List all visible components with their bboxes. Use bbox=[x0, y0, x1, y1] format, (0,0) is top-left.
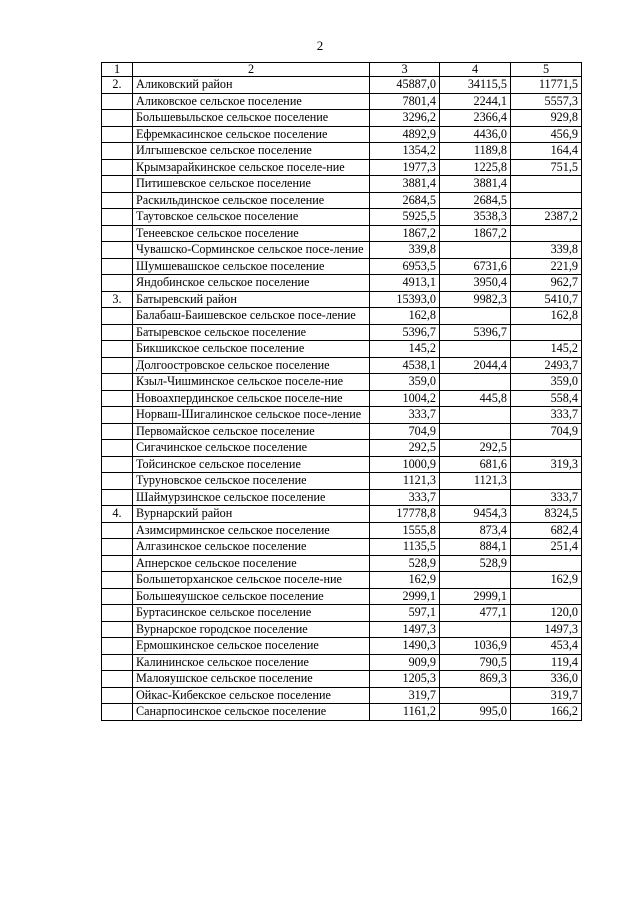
total-value: 162,9 bbox=[370, 572, 440, 589]
table-row bbox=[102, 77, 582, 94]
total-value: 1867,2 bbox=[370, 225, 440, 242]
table-row bbox=[102, 489, 582, 506]
table-row bbox=[102, 176, 582, 193]
row-number bbox=[102, 704, 133, 721]
header-cell-2: 2 bbox=[133, 63, 370, 77]
column-5-value: 336,0 bbox=[511, 671, 582, 688]
table-row bbox=[102, 539, 582, 556]
column-5-value: 162,9 bbox=[511, 572, 582, 589]
table-row bbox=[102, 390, 582, 407]
row-number bbox=[102, 324, 133, 341]
column-4-value: 9454,3 bbox=[440, 506, 511, 523]
table-row bbox=[102, 126, 582, 143]
column-5-value: 333,7 bbox=[511, 407, 582, 424]
settlement-name: Чувашско-Сорминское сельское посе-ление bbox=[133, 242, 370, 259]
table-row bbox=[102, 357, 582, 374]
column-4-value: 2244,1 bbox=[440, 93, 511, 110]
row-number bbox=[102, 654, 133, 671]
settlement-name: Аликовский район bbox=[133, 77, 370, 94]
header-cell-1: 1 bbox=[102, 63, 133, 77]
row-number bbox=[102, 671, 133, 688]
row-number bbox=[102, 539, 133, 556]
column-4-value: 869,3 bbox=[440, 671, 511, 688]
table-row bbox=[102, 374, 582, 391]
row-number bbox=[102, 225, 133, 242]
column-4-value: 5396,7 bbox=[440, 324, 511, 341]
column-4-value: 445,8 bbox=[440, 390, 511, 407]
total-value: 145,2 bbox=[370, 341, 440, 358]
column-5-value bbox=[511, 473, 582, 490]
column-4-value bbox=[440, 407, 511, 424]
header-row bbox=[102, 63, 582, 77]
table-row bbox=[102, 605, 582, 622]
table-row bbox=[102, 159, 582, 176]
total-value: 3881,4 bbox=[370, 176, 440, 193]
row-number bbox=[102, 605, 133, 622]
table-row bbox=[102, 242, 582, 259]
total-value: 162,8 bbox=[370, 308, 440, 325]
row-number bbox=[102, 192, 133, 209]
total-value: 17778,8 bbox=[370, 506, 440, 523]
table-row bbox=[102, 456, 582, 473]
column-5-value: 2493,7 bbox=[511, 357, 582, 374]
settlement-name: Таутовское сельское поселение bbox=[133, 209, 370, 226]
settlement-name: Буртасинское сельское поселение bbox=[133, 605, 370, 622]
column-5-value: 251,4 bbox=[511, 539, 582, 556]
column-4-value bbox=[440, 489, 511, 506]
table-row bbox=[102, 522, 582, 539]
settlement-name: Малояушское сельское поселение bbox=[133, 671, 370, 688]
settlement-name: Тенеевское сельское поселение bbox=[133, 225, 370, 242]
column-5-value: 704,9 bbox=[511, 423, 582, 440]
settlement-name: Апнерское сельское поселение bbox=[133, 555, 370, 572]
total-value: 1977,3 bbox=[370, 159, 440, 176]
row-number bbox=[102, 522, 133, 539]
column-4-value bbox=[440, 308, 511, 325]
total-value: 5396,7 bbox=[370, 324, 440, 341]
column-5-value: 558,4 bbox=[511, 390, 582, 407]
table-row bbox=[102, 440, 582, 457]
row-number bbox=[102, 176, 133, 193]
row-number: 3. bbox=[102, 291, 133, 308]
settlement-name: Раскильдинское сельское поселение bbox=[133, 192, 370, 209]
table-row bbox=[102, 225, 582, 242]
row-number bbox=[102, 93, 133, 110]
settlement-name: Балабаш-Баишевское сельское посе-ление bbox=[133, 308, 370, 325]
column-4-value bbox=[440, 341, 511, 358]
column-5-value: 319,7 bbox=[511, 687, 582, 704]
column-5-value: 962,7 bbox=[511, 275, 582, 292]
row-number bbox=[102, 209, 133, 226]
total-value: 1490,3 bbox=[370, 638, 440, 655]
column-4-value: 681,6 bbox=[440, 456, 511, 473]
column-5-value: 333,7 bbox=[511, 489, 582, 506]
row-number: 4. bbox=[102, 506, 133, 523]
settlement-name: Ермошкинское сельское поселение bbox=[133, 638, 370, 655]
column-5-value bbox=[511, 555, 582, 572]
table-row bbox=[102, 555, 582, 572]
settlement-name: Тойсинское сельское поселение bbox=[133, 456, 370, 473]
column-4-value: 2999,1 bbox=[440, 588, 511, 605]
total-value: 1354,2 bbox=[370, 143, 440, 160]
column-5-value: 2387,2 bbox=[511, 209, 582, 226]
settlement-name: Туруновское сельское поселение bbox=[133, 473, 370, 490]
row-number bbox=[102, 588, 133, 605]
column-4-value: 1121,3 bbox=[440, 473, 511, 490]
row-number bbox=[102, 341, 133, 358]
row-number bbox=[102, 440, 133, 457]
header-cell-4: 4 bbox=[440, 63, 511, 77]
table-row bbox=[102, 341, 582, 358]
column-4-value bbox=[440, 621, 511, 638]
table-row bbox=[102, 638, 582, 655]
column-5-value: 221,9 bbox=[511, 258, 582, 275]
total-value: 909,9 bbox=[370, 654, 440, 671]
settlement-name: Батыревский район bbox=[133, 291, 370, 308]
table-row bbox=[102, 473, 582, 490]
settlement-name: Большеторханское сельское поселе-ние bbox=[133, 572, 370, 589]
table-row bbox=[102, 704, 582, 721]
table-row bbox=[102, 93, 582, 110]
table-row bbox=[102, 209, 582, 226]
settlement-name: Алгазинское сельское поселение bbox=[133, 539, 370, 556]
column-5-value bbox=[511, 440, 582, 457]
column-4-value: 1189,8 bbox=[440, 143, 511, 160]
table-row bbox=[102, 687, 582, 704]
settlement-name: Вурнарский район bbox=[133, 506, 370, 523]
settlement-name: Ойкас-Кибекское сельское поселение bbox=[133, 687, 370, 704]
column-4-value: 34115,5 bbox=[440, 77, 511, 94]
table-row bbox=[102, 258, 582, 275]
total-value: 7801,4 bbox=[370, 93, 440, 110]
settlement-name: Большевыльское сельское поселение bbox=[133, 110, 370, 127]
settlement-name: Яндобинское сельское поселение bbox=[133, 275, 370, 292]
column-5-value: 751,5 bbox=[511, 159, 582, 176]
total-value: 1121,3 bbox=[370, 473, 440, 490]
row-number bbox=[102, 143, 133, 160]
column-5-value: 145,2 bbox=[511, 341, 582, 358]
column-4-value: 790,5 bbox=[440, 654, 511, 671]
column-5-value: 166,2 bbox=[511, 704, 582, 721]
settlement-name: Питишевское сельское поселение bbox=[133, 176, 370, 193]
total-value: 6953,5 bbox=[370, 258, 440, 275]
column-4-value: 9982,3 bbox=[440, 291, 511, 308]
column-4-value bbox=[440, 687, 511, 704]
table-row bbox=[102, 654, 582, 671]
total-value: 3296,2 bbox=[370, 110, 440, 127]
row-number bbox=[102, 638, 133, 655]
row-number bbox=[102, 555, 133, 572]
total-value: 1497,3 bbox=[370, 621, 440, 638]
column-4-value: 884,1 bbox=[440, 539, 511, 556]
settlement-name: Крымзарайкинское сельское поселе-ние bbox=[133, 159, 370, 176]
settlement-name: Кзыл-Чишминское сельское поселе-ние bbox=[133, 374, 370, 391]
row-number bbox=[102, 159, 133, 176]
settlement-name: Долгоостровское сельское поселение bbox=[133, 357, 370, 374]
header-cell-3: 3 bbox=[370, 63, 440, 77]
column-5-value: 8324,5 bbox=[511, 506, 582, 523]
column-4-value: 3881,4 bbox=[440, 176, 511, 193]
column-5-value: 5557,3 bbox=[511, 93, 582, 110]
settlement-name: Илгышевское сельское поселение bbox=[133, 143, 370, 160]
table-row bbox=[102, 671, 582, 688]
total-value: 1000,9 bbox=[370, 456, 440, 473]
column-4-value: 477,1 bbox=[440, 605, 511, 622]
total-value: 45887,0 bbox=[370, 77, 440, 94]
table-row bbox=[102, 143, 582, 160]
column-5-value: 120,0 bbox=[511, 605, 582, 622]
total-value: 1555,8 bbox=[370, 522, 440, 539]
settlement-name: Вурнарское городское поселение bbox=[133, 621, 370, 638]
column-5-value: 453,4 bbox=[511, 638, 582, 655]
column-5-value: 11771,5 bbox=[511, 77, 582, 94]
row-number bbox=[102, 275, 133, 292]
total-value: 2684,5 bbox=[370, 192, 440, 209]
column-5-value: 319,3 bbox=[511, 456, 582, 473]
total-value: 4892,9 bbox=[370, 126, 440, 143]
column-4-value: 1225,8 bbox=[440, 159, 511, 176]
column-5-value: 5410,7 bbox=[511, 291, 582, 308]
column-5-value bbox=[511, 192, 582, 209]
column-5-value: 359,0 bbox=[511, 374, 582, 391]
table-row bbox=[102, 192, 582, 209]
column-5-value bbox=[511, 225, 582, 242]
row-number bbox=[102, 473, 133, 490]
settlement-name: Шаймурзинское сельское поселение bbox=[133, 489, 370, 506]
total-value: 1161,2 bbox=[370, 704, 440, 721]
row-number bbox=[102, 126, 133, 143]
table-body bbox=[102, 77, 582, 721]
column-5-value: 162,8 bbox=[511, 308, 582, 325]
settlement-name: Шумшевашское сельское поселение bbox=[133, 258, 370, 275]
column-4-value bbox=[440, 572, 511, 589]
column-5-value: 682,4 bbox=[511, 522, 582, 539]
table-row bbox=[102, 423, 582, 440]
total-value: 4913,1 bbox=[370, 275, 440, 292]
budget-table bbox=[101, 62, 582, 721]
column-5-value bbox=[511, 588, 582, 605]
settlement-name: Первомайское сельское поселение bbox=[133, 423, 370, 440]
column-4-value bbox=[440, 242, 511, 259]
row-number bbox=[102, 621, 133, 638]
total-value: 1205,3 bbox=[370, 671, 440, 688]
table-row bbox=[102, 275, 582, 292]
column-4-value: 1036,9 bbox=[440, 638, 511, 655]
table-row bbox=[102, 291, 582, 308]
column-4-value: 292,5 bbox=[440, 440, 511, 457]
column-5-value: 1497,3 bbox=[511, 621, 582, 638]
header-cell-5: 5 bbox=[511, 63, 582, 77]
settlement-name: Норваш-Шигалинское сельское посе-ление bbox=[133, 407, 370, 424]
settlement-name: Азимсирминское сельское поселение bbox=[133, 522, 370, 539]
column-4-value: 528,9 bbox=[440, 555, 511, 572]
total-value: 339,8 bbox=[370, 242, 440, 259]
column-5-value bbox=[511, 176, 582, 193]
table-row bbox=[102, 407, 582, 424]
total-value: 704,9 bbox=[370, 423, 440, 440]
row-number bbox=[102, 572, 133, 589]
row-number bbox=[102, 242, 133, 259]
column-5-value: 119,4 bbox=[511, 654, 582, 671]
column-5-value bbox=[511, 324, 582, 341]
row-number bbox=[102, 456, 133, 473]
total-value: 292,5 bbox=[370, 440, 440, 457]
settlement-name: Санарпосинское сельское поселение bbox=[133, 704, 370, 721]
page-number: 2 bbox=[316, 38, 324, 53]
row-number bbox=[102, 390, 133, 407]
total-value: 5925,5 bbox=[370, 209, 440, 226]
table-row bbox=[102, 324, 582, 341]
row-number bbox=[102, 687, 133, 704]
column-4-value: 873,4 bbox=[440, 522, 511, 539]
column-4-value: 4436,0 bbox=[440, 126, 511, 143]
total-value: 319,7 bbox=[370, 687, 440, 704]
row-number bbox=[102, 489, 133, 506]
row-number bbox=[102, 423, 133, 440]
total-value: 528,9 bbox=[370, 555, 440, 572]
column-4-value: 3538,3 bbox=[440, 209, 511, 226]
column-4-value bbox=[440, 374, 511, 391]
settlement-name: Новоахпердинское сельское поселе-ние bbox=[133, 390, 370, 407]
row-number: 2. bbox=[102, 77, 133, 94]
total-value: 2999,1 bbox=[370, 588, 440, 605]
row-number bbox=[102, 407, 133, 424]
row-number bbox=[102, 258, 133, 275]
settlement-name: Бикшикское сельское поселение bbox=[133, 341, 370, 358]
settlement-name: Батыревское сельское поселение bbox=[133, 324, 370, 341]
total-value: 4538,1 bbox=[370, 357, 440, 374]
column-4-value: 3950,4 bbox=[440, 275, 511, 292]
column-5-value: 164,4 bbox=[511, 143, 582, 160]
row-number bbox=[102, 357, 133, 374]
settlement-name: Аликовское сельское поселение bbox=[133, 93, 370, 110]
settlement-name: Сигачинское сельское поселение bbox=[133, 440, 370, 457]
table-row bbox=[102, 572, 582, 589]
column-4-value: 995,0 bbox=[440, 704, 511, 721]
total-value: 597,1 bbox=[370, 605, 440, 622]
row-number bbox=[102, 308, 133, 325]
column-4-value: 1867,2 bbox=[440, 225, 511, 242]
column-4-value: 6731,6 bbox=[440, 258, 511, 275]
column-5-value: 456,9 bbox=[511, 126, 582, 143]
total-value: 1004,2 bbox=[370, 390, 440, 407]
row-number bbox=[102, 374, 133, 391]
settlement-name: Ефремкасинское сельское поселение bbox=[133, 126, 370, 143]
table-row bbox=[102, 621, 582, 638]
column-5-value: 929,8 bbox=[511, 110, 582, 127]
table-row bbox=[102, 506, 582, 523]
total-value: 15393,0 bbox=[370, 291, 440, 308]
total-value: 359,0 bbox=[370, 374, 440, 391]
settlement-name: Большеяушское сельское поселение bbox=[133, 588, 370, 605]
total-value: 1135,5 bbox=[370, 539, 440, 556]
column-4-value bbox=[440, 423, 511, 440]
column-4-value: 2366,4 bbox=[440, 110, 511, 127]
table-row bbox=[102, 110, 582, 127]
column-4-value: 2684,5 bbox=[440, 192, 511, 209]
table-row bbox=[102, 588, 582, 605]
settlement-name: Калининское сельское поселение bbox=[133, 654, 370, 671]
row-number bbox=[102, 110, 133, 127]
total-value: 333,7 bbox=[370, 489, 440, 506]
column-4-value: 2044,4 bbox=[440, 357, 511, 374]
total-value: 333,7 bbox=[370, 407, 440, 424]
column-5-value: 339,8 bbox=[511, 242, 582, 259]
table-row bbox=[102, 308, 582, 325]
